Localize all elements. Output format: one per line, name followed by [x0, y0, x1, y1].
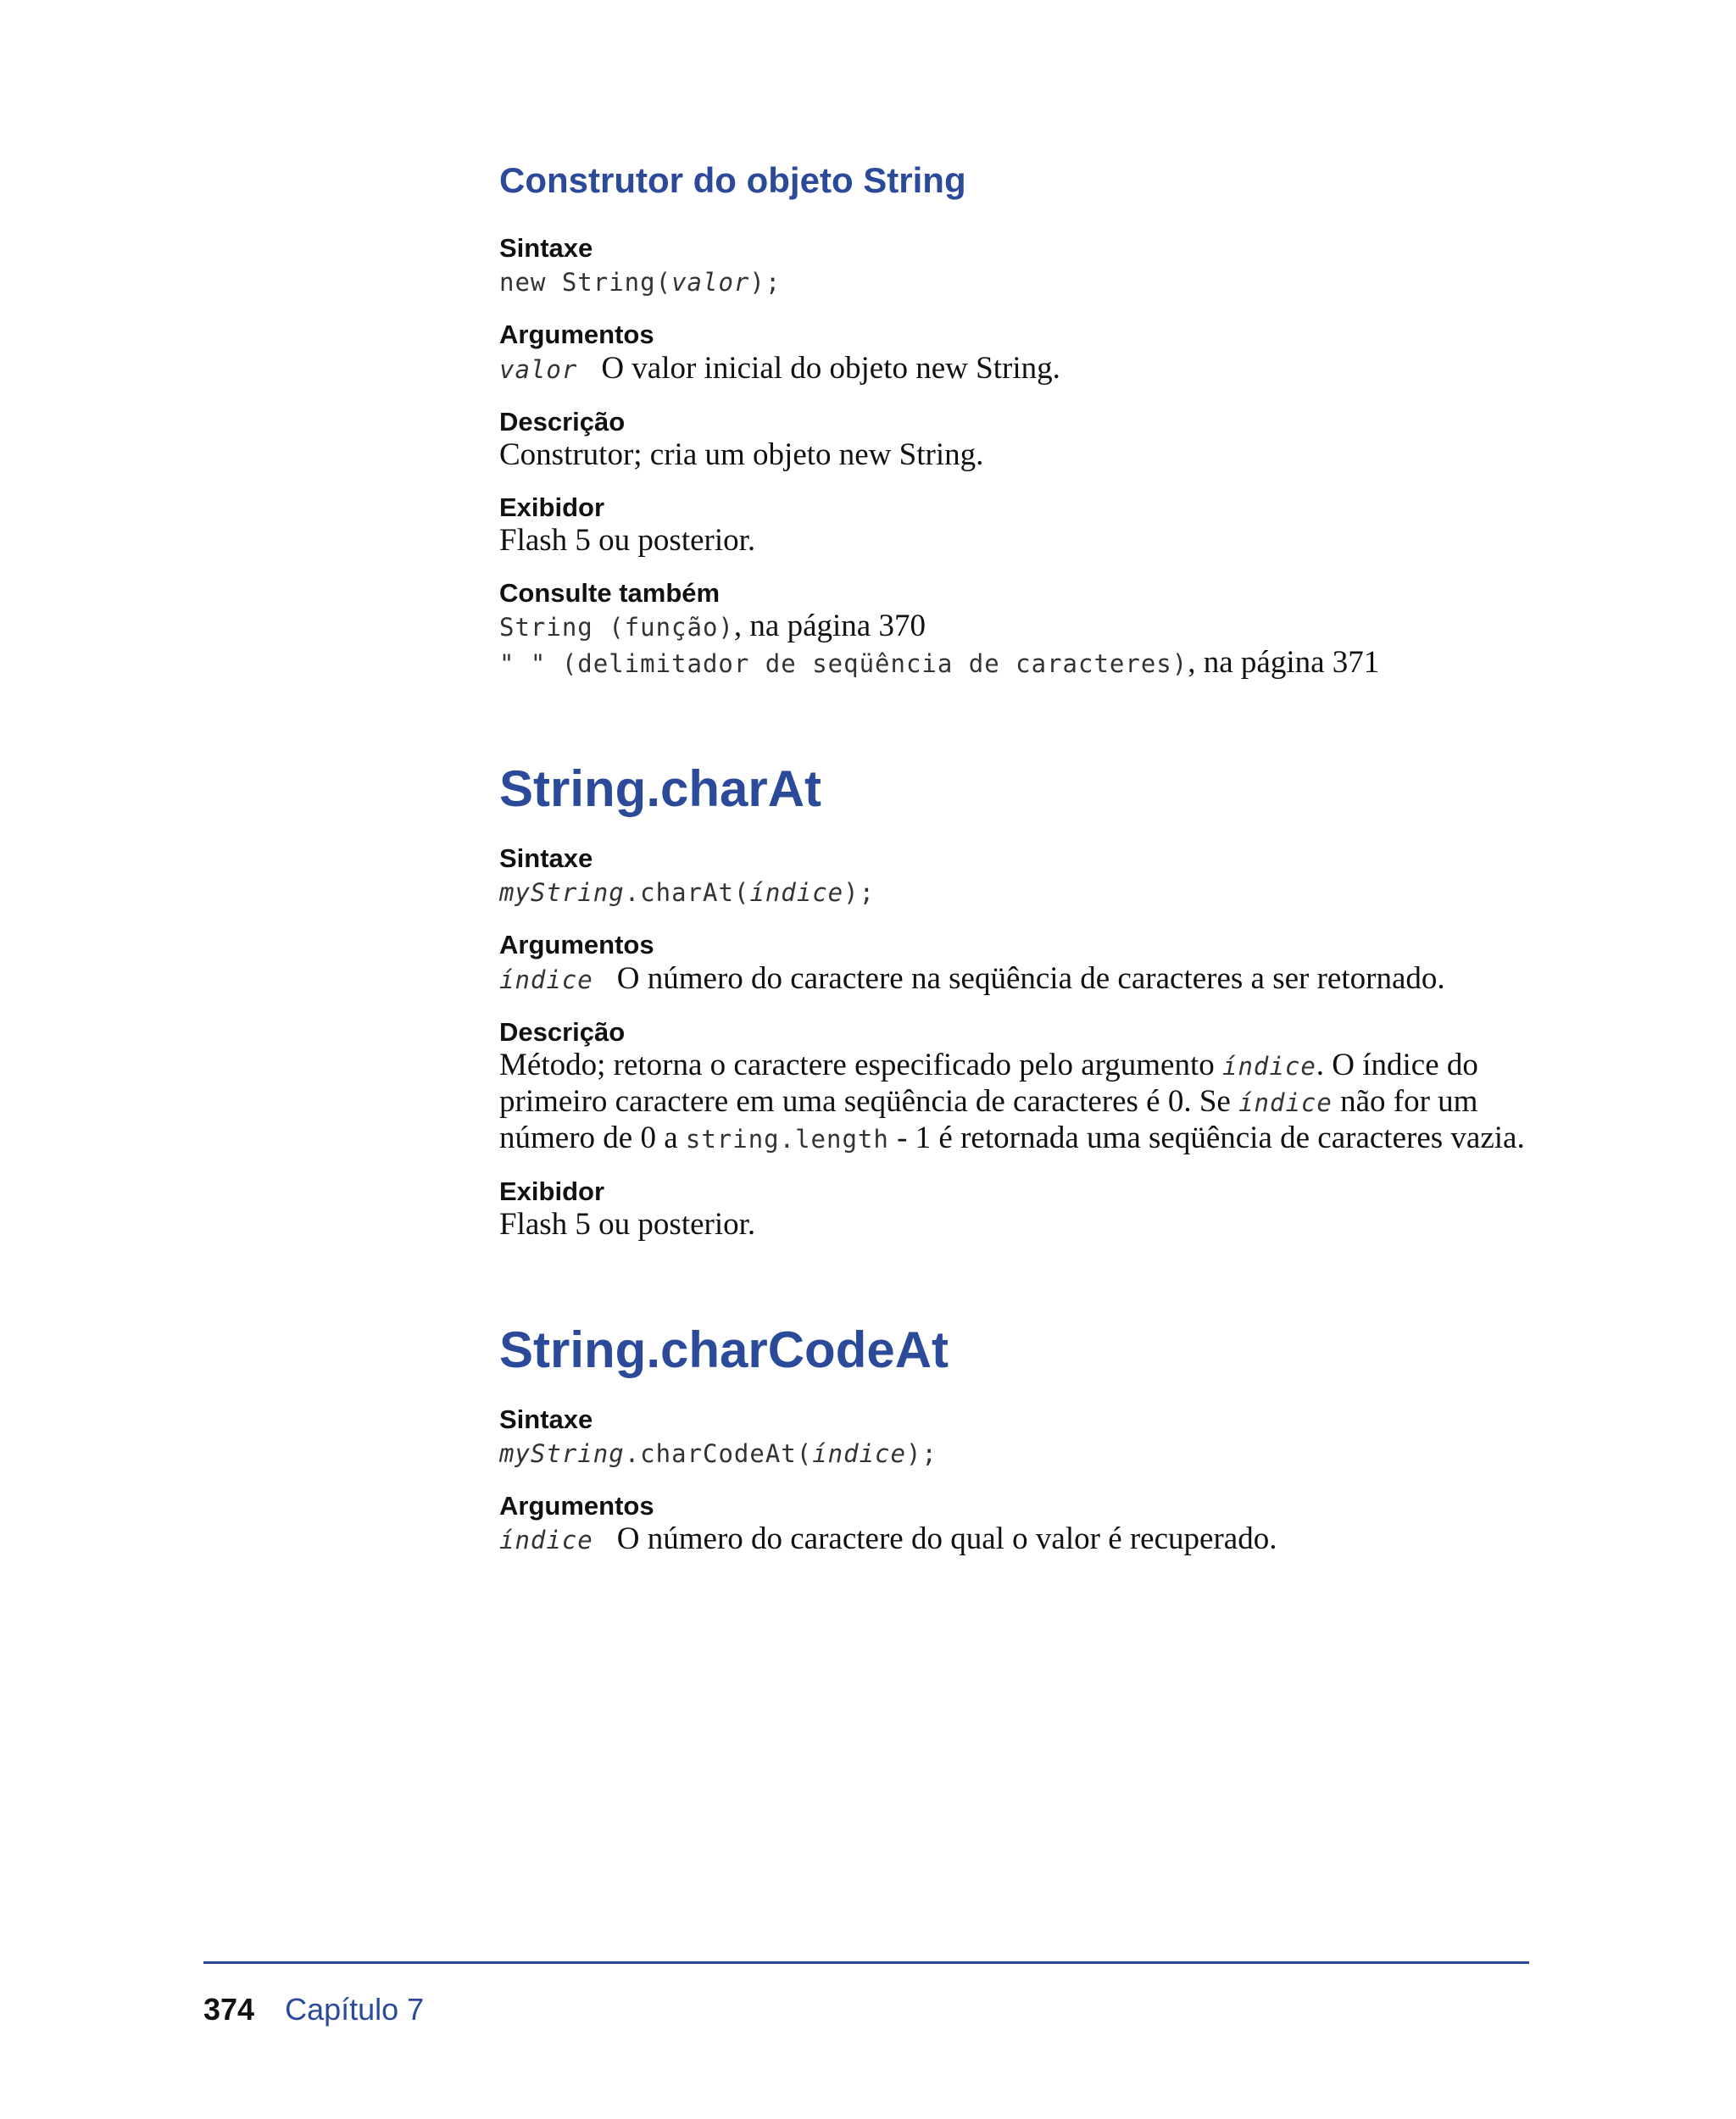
- consulte-label: Consulte também: [499, 577, 721, 608]
- argumentos-label: Argumentos: [499, 1491, 654, 1521]
- descricao-text: Construtor; cria um objeto new String.: [499, 437, 984, 472]
- sintaxe-code: new String(valor);: [499, 268, 782, 298]
- sintaxe-label: Sintaxe: [499, 843, 593, 874]
- exibidor-text: Flash 5 ou posterior.: [499, 1206, 756, 1242]
- page-footer: [203, 1992, 424, 2027]
- descricao-label: Descrição: [499, 406, 626, 437]
- footer-rule: [203, 1961, 1529, 1964]
- descricao-text: Método; retorna o caractere especificado pelo argumento índice. O índice do primeiro caractere em uma seqüência de caracteres é 0. Se índice não for um número de 0 a string.length - 1 é retornada uma seqüência de caracteres vazia.: [499, 1047, 1525, 1155]
- page-content: [499, 161, 1542, 1577]
- exibidor-label: Exibidor: [499, 492, 605, 522]
- section-heading-charcodeat: String.charCodeAt: [499, 1321, 949, 1378]
- argumentos-label: Argumentos: [499, 930, 654, 960]
- argument-row: índice O número do caractere do qual o valor é recuperado.: [499, 1521, 1277, 1557]
- argumentos-label: Argumentos: [499, 320, 654, 350]
- section-heading-charat: String.charAt: [499, 760, 822, 818]
- page-number: 374: [203, 1992, 255, 2027]
- sintaxe-code: myString.charAt(índice);: [499, 878, 876, 908]
- exibidor-label: Exibidor: [499, 1176, 605, 1206]
- descricao-label: Descrição: [499, 1016, 626, 1047]
- consulte-link-delimitador[interactable]: " " (delimitador de seqüência de caracteres), na página 371: [499, 645, 1380, 681]
- argument-row: índice O número do caractere na seqüência de caracteres a ser retornado.: [499, 960, 1445, 996]
- exibidor-text: Flash 5 ou posterior.: [499, 522, 756, 558]
- section-heading-construtor: Construtor do objeto String: [499, 160, 966, 200]
- argument-row: valor O valor inicial do objeto new String.: [499, 350, 1060, 386]
- sintaxe-code: myString.charCodeAt(índice);: [499, 1439, 938, 1469]
- consulte-link-string-funcao[interactable]: String (função), na página 370: [499, 609, 926, 644]
- sintaxe-label: Sintaxe: [499, 233, 593, 264]
- chapter-label: Capítulo 7: [285, 1992, 425, 2027]
- sintaxe-label: Sintaxe: [499, 1404, 593, 1434]
